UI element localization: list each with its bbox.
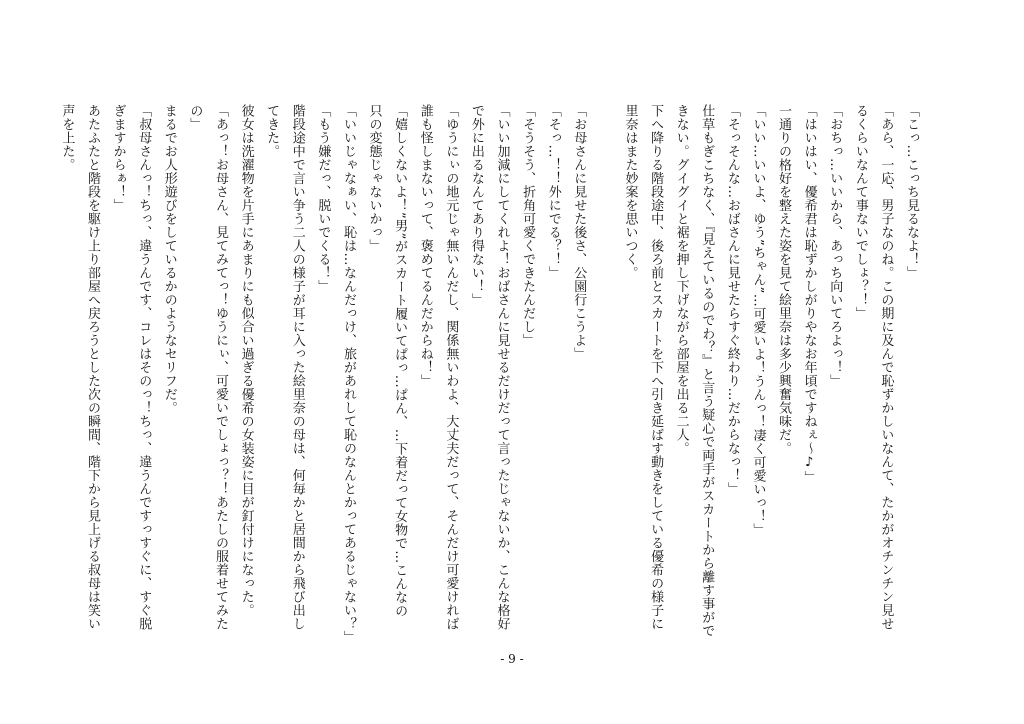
text-line: 「お母さんに見せた後さ、公園行こうよ」 bbox=[571, 104, 587, 361]
text-line: るくらいなんて事ないでしょ？！」 bbox=[852, 104, 868, 320]
vertical-text-block bbox=[59, 104, 924, 654]
text-line: 彼女は洗濯物を片手にあまりにも似合い過ぎる優希の女装姿に目が釘付けになった。 bbox=[238, 104, 254, 617]
text-line: 仕草もぎこちなく、『見えているのでわ？』と言う疑心で両手がスカートから離す事がで bbox=[699, 104, 715, 638]
text-line: 「はいはい、優希君は恥ずかしがりやなお年頃ですねぇ～♪」 bbox=[801, 104, 817, 484]
text-line: 一通りの格好を整えた姿を見て絵里奈は多少興奮気味だ。 bbox=[776, 104, 792, 455]
text-line: ぎますからぁ！」 bbox=[110, 104, 126, 212]
text-line: 「もう嫌だっ、脱いでくる！」 bbox=[315, 104, 331, 293]
text-line: 下へ降りる階段途中、後ろ前とスカートを下へ引き延ばす動きをしている優希の様子に bbox=[648, 104, 664, 631]
text-line: 「いいじゃなぁい、恥は…なんだっけ、旅があれして恥のなんとかってあるじゃない？」 bbox=[340, 104, 356, 644]
text-line: まるでお人形遊びをしているかのようなセリフだ。 bbox=[161, 104, 177, 415]
text-line: 「嬉しくないよ！”男”がスカート履いてぱっ…ぱん、…下着だって女物で…こんなの bbox=[392, 104, 408, 618]
text-line: 「いい加減にしてくれよ！おばさんに見せるだけだって言ったじゃないか、こんな格好 bbox=[494, 104, 510, 631]
text-line: 階段途中で言い争う二人の様子が耳に入った絵里奈の母は、何毎かと居間から飛び出し bbox=[289, 104, 305, 631]
text-line: で外に出るなんてあり得ない！」 bbox=[468, 104, 484, 307]
text-line: 「いい…いいよ、ゆう”ちゃん”…可愛いよ！うんっ！凄く可愛いっ！」 bbox=[750, 104, 766, 537]
text-line: 「あっ！お母さん、見てみてっ！ゆうにぃ、可愛いでしょっ？！あたしの服着せてみた bbox=[212, 104, 228, 631]
text-line: 「ゆうにぃの地元じゃ無いんだし、関係無いわよ、大丈夫だって、そんだけ可愛ければ bbox=[443, 104, 459, 631]
text-line: 「こっ…こっち見るなよ！」 bbox=[904, 104, 919, 280]
text-line: あたふたと階段を駆け上り部屋へ戻ろうとした次の瞬間、階下から見上げる叔母は笑い bbox=[85, 104, 100, 631]
text-line: 誰も怪しまないって、褒めてるんだからね！」 bbox=[417, 104, 433, 388]
text-line: 「そっ…！！外にでる？！」 bbox=[545, 104, 561, 280]
text-line: きない。グイグイと裾を押し下げながら部屋を出る二人。 bbox=[673, 104, 689, 455]
text-line: 「おちっ…いいから、あっち向いてろよっ！」 bbox=[827, 104, 843, 388]
text-line: 里奈はまた妙案を思いつく。 bbox=[622, 104, 638, 280]
text-line: 「そうそう、折角可愛くできたんだし」 bbox=[520, 104, 536, 347]
text-line: の」 bbox=[187, 104, 203, 131]
text-line: 「叔母さんっ！ちっ、違うんです、コレはそのっ！ちっ、違うんですっすぐに、すぐ脱 bbox=[136, 104, 152, 631]
text-line: 声を上た。 bbox=[59, 104, 75, 172]
text-line: 只の変態じゃないかっ」 bbox=[366, 104, 382, 253]
text-line: てきた。 bbox=[264, 104, 280, 158]
text-line: 「そっそんな…おばさんに見せたらすぐ終わり…だからなっ！」 bbox=[724, 104, 740, 496]
blank-line bbox=[591, 104, 617, 654]
page-number: - 9 - bbox=[500, 652, 524, 666]
text-line: 「あら、一応、男子なのね。この期に及んで恥ずかしいなんて、たかがオチンチン見せ bbox=[878, 104, 894, 631]
